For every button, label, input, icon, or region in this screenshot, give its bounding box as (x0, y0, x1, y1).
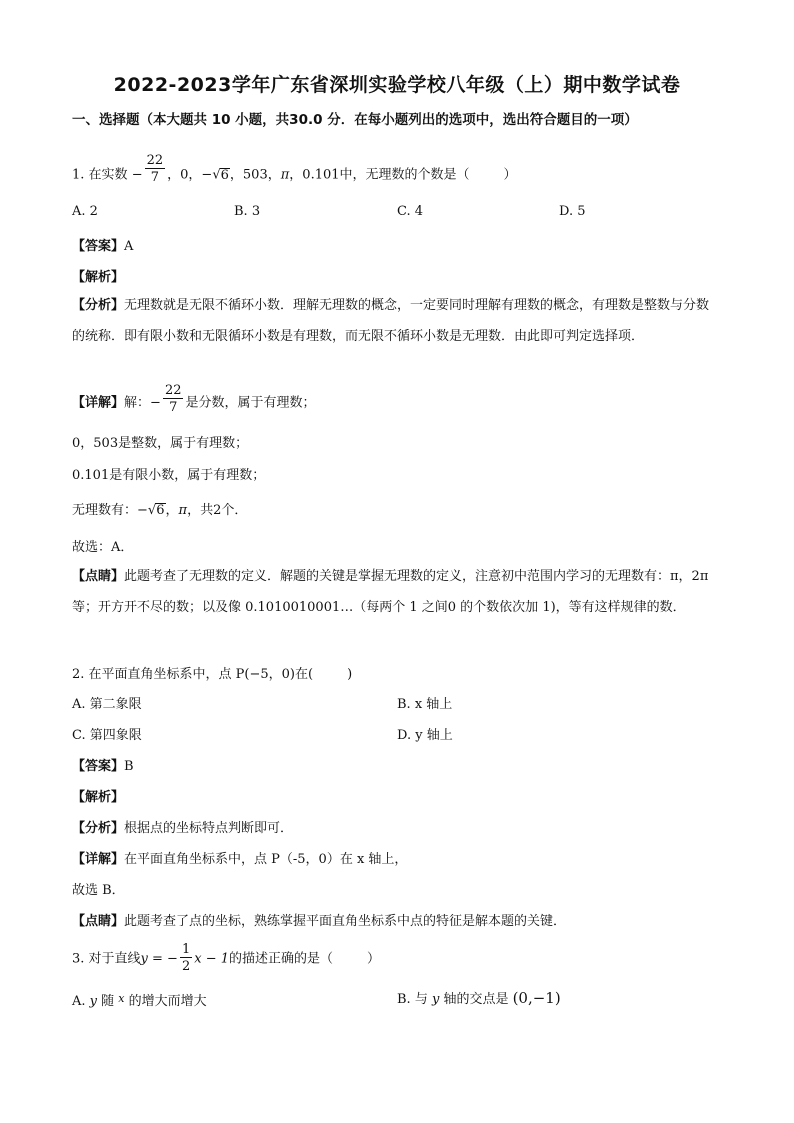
xiangjie-tag: 【详解】 (72, 852, 125, 867)
q3-prefix: 3. 对于直线 (72, 951, 141, 967)
q2-stem-text: 2. 在平面直角坐标系中，点 P(−5，0)在( (72, 667, 314, 682)
q1-items-c: ， (289, 167, 303, 183)
q1-fenxi (72, 290, 722, 352)
q1-suffix: 中，无理数的个数是（ (339, 167, 470, 183)
q1-items-b: ，503， (229, 167, 281, 183)
q1-detail-line3: 0.101是有限小数，属于有理数； (72, 468, 266, 483)
section-heading: 一、选择题（本大题共 10 小题，共30.0 分．在每小题列出的选项中，选出符合题目的一项） (72, 112, 638, 128)
line4-neg: − (137, 503, 148, 518)
line4-pre: 无理数有： (72, 503, 138, 518)
q3-opt-b-y: y (431, 992, 440, 1007)
q2-answer (72, 755, 134, 774)
q1-option-d: D. 5 (559, 204, 586, 219)
q2-option-b: B. x 轴上 (397, 697, 453, 712)
q3-close: ） (367, 951, 381, 967)
q1-option-c: C. 4 (397, 204, 424, 219)
q3-opt-a-pre: A. (72, 994, 90, 1009)
fenxi-tag: 【分析】 (72, 821, 125, 836)
q1-choice: 故选：A． (72, 540, 134, 555)
dianjing-tag: 【点睛】 (72, 569, 125, 584)
q1-analysis-heading: 【解析】 (72, 270, 125, 285)
xiangjie-post: 是分数，属于有理数； (185, 395, 316, 411)
line4-mid: ， (165, 503, 179, 518)
q3-opt-a-mid: 随 (97, 994, 119, 1009)
q2-option-d: D. y 轴上 (397, 728, 453, 743)
question-1-stem: 1. 在实数 − $\frac{22}{7}$ ，0，−√6，503，π，0.101中，无理数的个数是（ ） (72, 153, 517, 185)
q2-dianjing (72, 910, 566, 929)
xiangjie-fraction (163, 384, 184, 414)
fenxi-text: 无理数就是无限不循环小数．理解无理数的概念，一定要同时理解有理数的概念，有理数是整数与分数的统称．即有限小数和无限循环小数是有理数，而无限不循环小数是无理数．由此即可判定选择项． (72, 298, 710, 344)
q1-minus: − (131, 167, 143, 183)
dianjing-text: 此题考查了点的坐标，熟练掌握平面直角坐标系中点的特征是解本题的关键． (124, 914, 567, 929)
page-title: 2022-2023学年广东省深圳实验学校八年级（上）期中数学试卷 (113, 74, 681, 96)
line4-sqrt-arg: 6 (156, 503, 165, 518)
q2-option-c: C. 第四象限 (72, 728, 142, 743)
q3-opt-b-pre: B. 与 (397, 992, 432, 1007)
q1-close: ） (503, 167, 517, 183)
q3-option-a (72, 990, 207, 1009)
xiangjie-tag: 【详解】 (72, 395, 125, 411)
q3-eq-rhs: x − 1 (194, 951, 229, 967)
q1-detail-line4: 无理数有：−√6，π，共2个． (72, 503, 248, 518)
q2-analysis-heading: 【解析】 (72, 790, 125, 805)
xiangjie-minus: − (150, 395, 161, 411)
q2-detail (72, 848, 407, 867)
q1-items-a: ，0， (167, 167, 202, 183)
q1-prefix: 1. 在实数 (72, 167, 128, 183)
q1-option-a: A. 2 (72, 204, 98, 219)
q1-sqrt-arg: 6 (220, 167, 229, 183)
q1-detail-line1 (72, 383, 316, 418)
q1-detail-line2: 0，503是整数，属于有理数； (72, 436, 249, 451)
q1-answer (72, 235, 133, 254)
q1-fraction (145, 154, 166, 184)
q3-opt-a-x: x (118, 992, 125, 1005)
answer-value: A (124, 239, 134, 254)
q2-choice: 故选 B． (72, 883, 125, 898)
q2-option-a: A. 第二象限 (72, 697, 142, 712)
answer-tag: 【答案】 (72, 239, 125, 254)
q1-neg: − (201, 167, 213, 183)
q3-fraction (180, 943, 192, 973)
q3-frac-num: 1 (181, 942, 191, 957)
q1-dianjing (72, 561, 722, 623)
q3-opt-b-post: 轴的交点是 (439, 992, 513, 1007)
question-3-stem (72, 944, 380, 974)
dianjing-text: 此题考查了无理数的定义．解题的关键是掌握无理数的定义，注意初中范围内学习的无理数有：π，2π等；开方开不尽的数；以及像 0.1010010001…（每两个 1 之间0 的个数依次加 1)，等有这样规律的数． (72, 569, 709, 615)
fenxi-tag: 【分析】 (72, 298, 125, 313)
dianjing-tag: 【点睛】 (72, 914, 125, 929)
q3-opt-b-point: (0,−1) (512, 989, 561, 1007)
q3-opt-a-post: 的增大而增大 (124, 994, 207, 1009)
q3-suffix: 的描述正确的是（ (229, 951, 334, 967)
question-2-stem (72, 663, 352, 682)
q3-option-b (397, 988, 561, 1007)
q3-opt-a-y: y (89, 994, 98, 1009)
q1-frac-den: 7 (150, 170, 159, 185)
xiangjie-frac-den: 7 (169, 400, 178, 415)
line4-post: ，共2个． (187, 503, 248, 518)
q1-option-b: B. 3 (234, 204, 261, 219)
q1-decimal: 0.101 (302, 167, 340, 183)
xiangjie-frac-num: 22 (164, 383, 182, 398)
xiangjie-text: 在平面直角坐标系中，点 P（-5，0）在 x 轴上， (124, 852, 408, 867)
answer-tag: 【答案】 (72, 759, 125, 774)
xiangjie-pre: 解： (124, 395, 151, 411)
q3-eq-lhs: y = − (140, 951, 178, 967)
q3-frac-den: 2 (181, 959, 191, 974)
q2-fenxi (72, 817, 293, 836)
q1-pi: π (280, 167, 290, 183)
q2-close: ) (347, 667, 353, 682)
fenxi-text: 根据点的坐标特点判断即可． (124, 821, 294, 836)
answer-value: B (124, 759, 134, 774)
q1-frac-num: 22 (146, 153, 164, 168)
line4-pi: π (178, 503, 188, 518)
